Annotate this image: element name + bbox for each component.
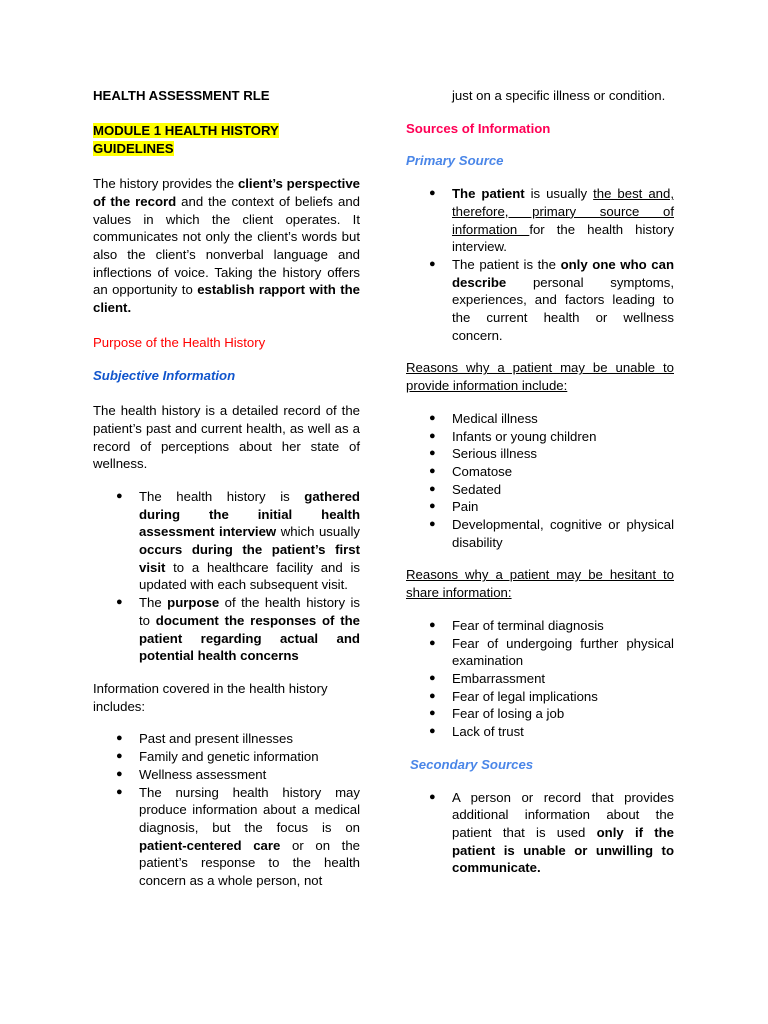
bullet-text: Wellness assessment bbox=[139, 766, 267, 782]
bullet-bold: purpose bbox=[167, 595, 220, 611]
bullet-text: Past and present illnesses bbox=[139, 731, 293, 747]
bullet-text: to a healthcare facility and is updated with each subsequent visit. bbox=[139, 559, 360, 593]
document-title: HEALTH ASSESSMENT RLE bbox=[93, 88, 270, 103]
intro-paragraph bbox=[93, 175, 360, 317]
unable-list bbox=[406, 410, 674, 552]
bullet-icon: ● bbox=[429, 636, 436, 649]
bullet-text: The bbox=[139, 595, 168, 611]
purpose-heading: Purpose of the Health History bbox=[93, 335, 266, 351]
secondary-source-bullets bbox=[406, 789, 674, 878]
bullet-text: The health history is bbox=[139, 488, 305, 504]
bullet-text: Pain bbox=[452, 499, 479, 515]
bullet-text: which usually bbox=[276, 524, 360, 540]
list-item bbox=[116, 748, 360, 766]
list-item bbox=[429, 670, 674, 688]
bullet-text: for the health history interview. bbox=[452, 221, 674, 255]
list-item bbox=[429, 789, 674, 878]
bullet-text: Medical illness bbox=[452, 410, 538, 426]
subjective-heading: Subjective Information bbox=[93, 367, 236, 383]
bullet-icon: ● bbox=[429, 411, 436, 424]
bullet-icon: ● bbox=[116, 732, 123, 745]
bullet-text: Fear of losing a job bbox=[452, 706, 565, 722]
bullet-bold: patient-centered care bbox=[139, 837, 281, 853]
bullet-icon: ● bbox=[429, 618, 436, 631]
module-title-highlight: MODULE 1 HEALTH HISTORY GUIDELINES bbox=[93, 123, 279, 156]
bullet-text: The patient is the bbox=[452, 256, 561, 272]
bullet-text: Comatose bbox=[452, 463, 513, 479]
continuation-text: just on a specific illness or condition. bbox=[452, 88, 666, 103]
bullet-text: Fear of terminal diagnosis bbox=[452, 617, 604, 633]
bullet-icon: ● bbox=[429, 518, 436, 531]
bullet-icon: ● bbox=[429, 671, 436, 684]
bullet-text: Family and genetic information bbox=[139, 749, 319, 765]
bullet-text: Developmental, cognitive or physical disability bbox=[452, 517, 674, 550]
intro-text-1: The history provides the bbox=[93, 176, 238, 192]
bullet-icon: ● bbox=[116, 489, 123, 502]
bullet-icon: ● bbox=[116, 767, 123, 780]
right-column bbox=[406, 87, 674, 877]
list-item bbox=[429, 445, 674, 463]
info-covered-bullets bbox=[93, 730, 360, 889]
intro-bold-2: establish rapport with the client. bbox=[93, 282, 360, 316]
list-item bbox=[116, 488, 360, 594]
bullet-icon: ● bbox=[429, 464, 436, 477]
bullet-text: personal symptoms, experiences, and factors leading to the current health or wellness concern. bbox=[452, 274, 674, 343]
left-column bbox=[93, 87, 360, 890]
bullet-icon: ● bbox=[429, 707, 436, 720]
bullet-text: or on the patient’s response to the health concern as a whole person, not bbox=[139, 837, 361, 889]
bullet-icon: ● bbox=[429, 500, 436, 513]
intro-text-2: and the context of beliefs and values in which the client operates. It communicates not only the client’s words but also the client’s nonverbal language and inflections of voice. Taking the history offers an opportunity to bbox=[93, 193, 360, 298]
bullet-underline: the best and, therefore, primary source of information bbox=[452, 186, 674, 237]
bullet-icon: ● bbox=[429, 689, 436, 702]
bullet-icon: ● bbox=[429, 482, 436, 495]
health-history-paragraph: The health history is a detailed record of the patient’s past and current health, as well as a record of perceptions about her state of wellness. bbox=[93, 403, 360, 472]
bullet-text: Embarrassment bbox=[452, 670, 546, 686]
list-item bbox=[429, 516, 674, 551]
secondary-sources-heading: Secondary Sources bbox=[410, 756, 534, 772]
module-title bbox=[93, 122, 293, 157]
list-item bbox=[116, 730, 360, 748]
bullet-icon: ● bbox=[429, 187, 436, 200]
bullet-text: Serious illness bbox=[452, 446, 538, 462]
list-item bbox=[429, 185, 674, 256]
bullet-text: Infants or young children bbox=[452, 428, 597, 444]
bullet-text: Sedated bbox=[452, 481, 502, 497]
bullet-icon: ● bbox=[116, 785, 123, 798]
list-item bbox=[429, 705, 674, 723]
bullet-icon: ● bbox=[429, 447, 436, 460]
list-item bbox=[429, 463, 674, 481]
primary-source-heading: Primary Source bbox=[406, 153, 504, 169]
bullet-bold: only if the patient is unable or unwilling to communicate. bbox=[452, 824, 674, 876]
list-item bbox=[429, 498, 674, 516]
list-item bbox=[116, 766, 360, 784]
hesitant-list bbox=[406, 617, 674, 741]
unable-heading: Reasons why a patient may be unable to provide information include: bbox=[406, 360, 674, 394]
list-item bbox=[429, 481, 674, 499]
bullet-text: is usually bbox=[524, 186, 594, 202]
bullet-icon: ● bbox=[429, 790, 436, 803]
info-covered-paragraph: Information covered in the health history includes: bbox=[93, 680, 328, 714]
intro-bold-1: client’s perspective of the record bbox=[93, 176, 360, 209]
list-item bbox=[429, 410, 674, 428]
bullet-text: Fear of undergoing further physical examination bbox=[452, 635, 674, 669]
list-item bbox=[429, 688, 674, 706]
list-item bbox=[116, 594, 361, 665]
list-item bbox=[429, 723, 674, 741]
bullet-icon: ● bbox=[429, 257, 436, 270]
bullet-text: The nursing health history may produce information about a medical diagnosis, but the focus is on bbox=[139, 784, 360, 835]
bullet-text: Fear of legal implications bbox=[452, 688, 598, 704]
bullet-bold: occurs during the patient’s first visit bbox=[139, 542, 360, 575]
health-history-bullets bbox=[93, 488, 360, 665]
bullet-icon: ● bbox=[429, 429, 436, 442]
bullet-icon: ● bbox=[429, 725, 436, 738]
bullet-text: of the health history is to bbox=[139, 595, 361, 628]
list-item bbox=[429, 256, 674, 345]
sources-heading: Sources of Information bbox=[406, 120, 551, 136]
primary-source-bullets bbox=[406, 185, 674, 344]
bullet-bold: The patient bbox=[452, 186, 525, 202]
list-item bbox=[429, 617, 674, 635]
bullet-text: A person or record that provides additional information about the patient that is used bbox=[452, 789, 674, 840]
list-item bbox=[429, 428, 674, 446]
bullet-icon: ● bbox=[116, 750, 123, 763]
list-item bbox=[116, 784, 361, 890]
hesitant-heading: Reasons why a patient may be hesitant to share information: bbox=[406, 567, 674, 601]
bullet-bold: gathered during the initial health assessment interview bbox=[139, 488, 360, 540]
bullet-bold: only one who can describe bbox=[452, 256, 674, 290]
bullet-text: Lack of trust bbox=[452, 724, 524, 740]
bullet-bold: document the responses of the patient regarding actual and potential health concerns bbox=[139, 612, 360, 664]
list-item bbox=[429, 635, 674, 670]
bullet-icon: ● bbox=[116, 596, 123, 609]
